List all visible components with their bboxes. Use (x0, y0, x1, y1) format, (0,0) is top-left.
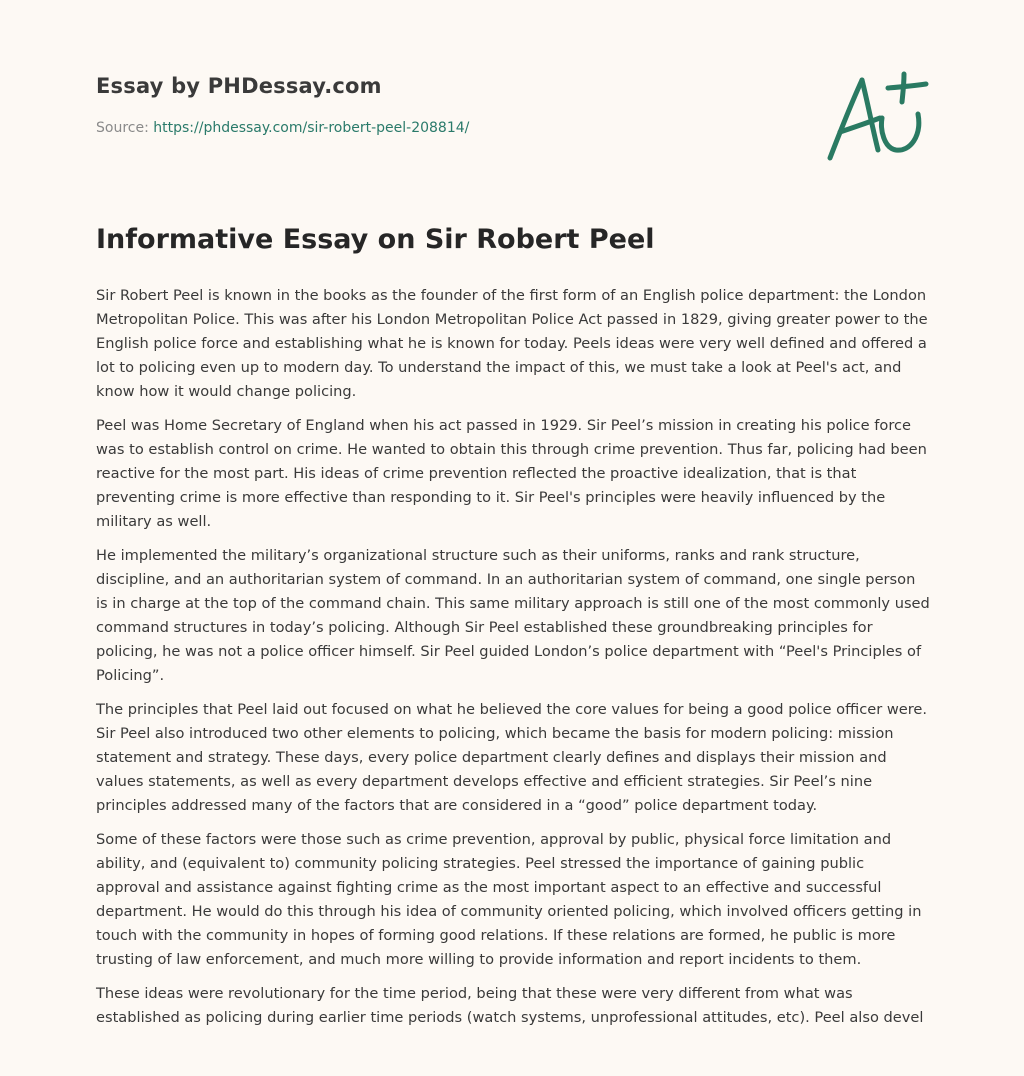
paragraph: Some of these factors were those such as crime prevention, approval by public, physical force limitation and ability, and (equivalent to) community policing strategies. Peel stressed the importance of gaining public approval and assistance against fighting crime as the most important aspect to an effective and successful department. He would do this through his idea of community oriented policing, which involved officers getting in touch with the community in hopes of forming good relations. If these relations are formed, he public is more trusting of law enforcement, and much more willing to provide information and report incidents to them. (96, 831, 922, 968)
source-line (96, 120, 928, 136)
paragraph: He implemented the military’s organizational structure such as their uniforms, ranks and rank structure, discipline, and an authoritarian system of command. In an authoritarian system of command, one single person is in charge at the top of the command chain. This same military approach is still one of the most commonly used command structures in today’s policing. Although Sir Peel established these groundbreaking principles for policing, he was not a police officer himself. Sir Peel guided London’s police department with “Peel's Principles of Policing”. (96, 547, 930, 684)
paragraph: Sir Robert Peel is known in the books as the founder of the first form of an English police department: the London Metropolitan Police. This was after his London Metropolitan Police Act passed in 1829, giving greater power to the English police force and establishing what he is known for today. Peels ideas were very well defined and offered a lot to policing even up to modern day. To understand the impact of this, we must take a look at Peel's act, and know how it would change policing. (96, 287, 928, 400)
paragraph: The principles that Peel laid out focused on what he believed the core values for being a good police officer were. Sir Peel also introduced two other elements to policing, which became the basis for modern policing: mission statement and strategy. These days, every police department clearly defines and displays their mission and values statements, as well as every department develops effective and efficient strategies. Sir Peel’s nine principles addressed many of the factors that are considered in a “good” police department today. (96, 701, 928, 814)
source-link[interactable]: https://phdessay.com/sir-robert-peel-208814/ (153, 120, 470, 136)
paragraph: These ideas were revolutionary for the time period, being that these were very different from what was established as policing during earlier time periods (watch systems, unprofessional attitudes, etc). Peel also devel (96, 985, 924, 1026)
essay-title: Informative Essay on Sir Robert Peel (96, 224, 655, 255)
source-label: Source: (96, 120, 149, 136)
a-plus-icon (818, 66, 934, 166)
header (96, 74, 928, 136)
paragraph: Peel was Home Secretary of England when his act passed in 1929. Sir Peel’s mission in creating his police force was to establish control on crime. He wanted to obtain this through crime prevention. Thus far, policing had been reactive for the most part. His ideas of crime prevention reflected the proactive idealization, that is that preventing crime is more effective than responding to it. Sir Peel's principles were heavily influenced by the military as well. (96, 417, 927, 530)
essay-body (96, 284, 930, 1040)
site-title: Essay by PHDessay.com (96, 74, 382, 98)
